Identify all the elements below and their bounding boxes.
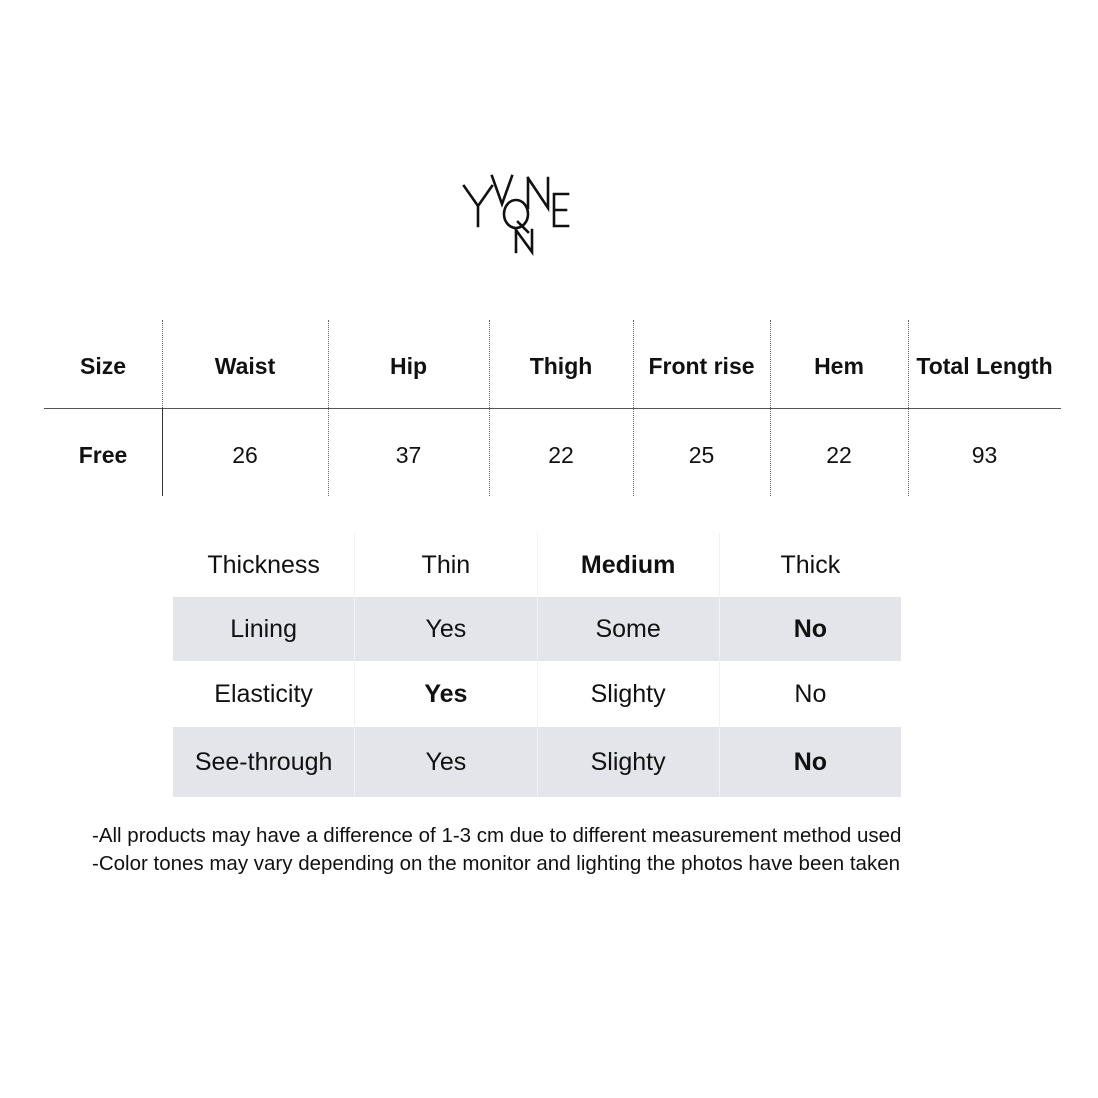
thickness-option: Thick [719, 533, 901, 597]
thickness-label: Thickness [207, 550, 320, 579]
header-size: Size [79, 352, 127, 379]
column-divider [770, 320, 771, 496]
lining-label: Lining [230, 614, 297, 643]
cell-thigh: 22 [548, 441, 574, 468]
thickness-row [173, 533, 901, 597]
fabric-properties-table [173, 533, 901, 797]
cell-waist: 26 [232, 441, 258, 468]
header-waist: Waist [214, 352, 276, 379]
column-divider [908, 320, 909, 496]
cell-front-rise: 25 [688, 441, 715, 468]
see-through-label: See-through [194, 747, 333, 776]
column-divider [633, 320, 634, 496]
header-hip: Hip [389, 352, 428, 379]
thickness-option-selected: Medium [537, 533, 719, 597]
lining-option: Yes [354, 597, 536, 661]
header-total-length: Total Length [916, 352, 1053, 379]
cell-hip: 37 [395, 441, 422, 468]
note-measurement: -All products may have a difference of 1-3 cm due to different measurement method used [92, 824, 902, 847]
notes [92, 822, 901, 878]
column-divider-solid [162, 408, 163, 496]
header-thigh: Thigh [529, 352, 593, 379]
column-divider [489, 320, 490, 496]
see-through-option-selected: No [719, 727, 901, 797]
elasticity-option: Slighty [537, 661, 719, 727]
header-hem: Hem [814, 352, 864, 379]
lining-option: Some [537, 597, 719, 661]
cell-size: Free [78, 441, 128, 468]
column-divider [328, 320, 329, 496]
see-through-option: Yes [354, 727, 536, 797]
elasticity-option: No [719, 661, 901, 727]
see-through-option: Slighty [537, 727, 719, 797]
lining-option-selected: No [719, 597, 901, 661]
elasticity-row [173, 661, 901, 727]
column-divider [162, 320, 163, 408]
note-color: -Color tones may vary depending on the monitor and lighting the photos have been taken [92, 852, 900, 875]
brand-logo [458, 170, 590, 260]
elasticity-label: Elasticity [214, 679, 313, 708]
cell-total-length: 93 [971, 441, 998, 468]
see-through-row [173, 727, 901, 797]
thickness-option: Thin [354, 533, 536, 597]
size-table [44, 320, 1061, 498]
lining-row [173, 597, 901, 661]
cell-hem: 22 [826, 441, 852, 468]
elasticity-option-selected: Yes [354, 661, 536, 727]
header-front-rise: Front rise [648, 352, 755, 379]
